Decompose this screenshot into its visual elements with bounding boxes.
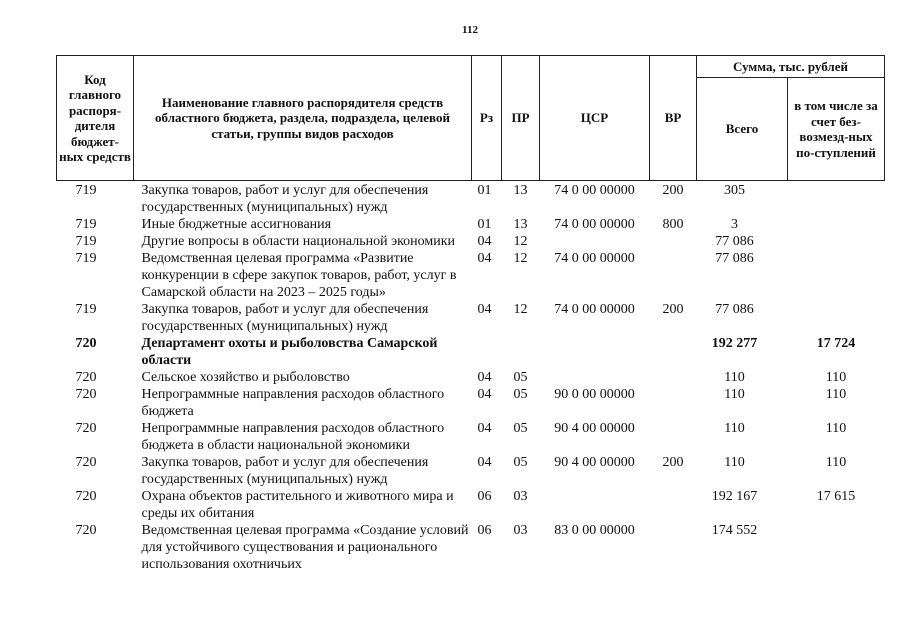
table-row (57, 454, 885, 488)
cell-grants (788, 250, 885, 301)
cell-name: Иные бюджетные ассигнования (141, 217, 332, 232)
cell-grants (788, 181, 885, 217)
header-grants: в том числе за счет без-возмезд-ных по-ступлений (788, 78, 885, 181)
cell-pr: 05 (513, 455, 528, 470)
header-total: Всего (697, 78, 788, 181)
table-row (57, 233, 885, 250)
cell-total: 192 167 (711, 489, 758, 504)
cell-code: 720 (75, 523, 97, 538)
cell-name: Закупка товаров, работ и услуг для обеспечения государственных (муниципальных) нужд (141, 183, 429, 215)
cell-name: Другие вопросы в области национальной экономики (141, 234, 456, 249)
cell-csr: 74 0 00 00000 (554, 217, 635, 232)
cell-grants (788, 216, 885, 233)
cell-vr (650, 369, 697, 386)
cell-vr (650, 488, 697, 522)
cell-total: 77 086 (715, 302, 754, 317)
cell-rz: 04 (477, 302, 492, 317)
cell-rz: 06 (477, 523, 492, 538)
cell-grants: 110 (825, 370, 847, 385)
cell-code: 719 (75, 251, 97, 266)
table-row (57, 488, 885, 522)
header-rz: Рз (472, 56, 502, 181)
cell-csr (540, 233, 650, 250)
cell-total: 77 086 (715, 251, 754, 266)
table-row (57, 216, 885, 233)
cell-csr: 74 0 00 00000 (554, 183, 635, 198)
cell-csr (540, 488, 650, 522)
cell-code: 719 (75, 302, 97, 317)
cell-csr: 83 0 00 00000 (554, 523, 635, 538)
cell-pr: 05 (513, 387, 528, 402)
cell-vr: 200 (662, 302, 684, 317)
cell-name: Сельское хозяйство и рыболовство (141, 370, 350, 385)
cell-vr (650, 386, 697, 420)
cell-name: Департамент охоты и рыболовства Самарской области (141, 336, 438, 368)
header-pr: ПР (502, 56, 540, 181)
cell-rz: 04 (477, 455, 492, 470)
cell-name: Непрограммные направления расходов областного бюджета (141, 387, 445, 419)
cell-rz: 04 (477, 421, 492, 436)
cell-name: Непрограммные направления расходов областного бюджета в области национальной экономики (141, 421, 445, 453)
page-number: 112 (462, 24, 478, 36)
cell-csr: 90 4 00 00000 (554, 421, 635, 436)
header-name: Наименование главного распорядителя средств областного бюджета, раздела, подраздела, целевой статьи, группы видов расходов (134, 56, 472, 181)
cell-vr: 800 (662, 217, 684, 232)
header-vr: ВР (650, 56, 697, 181)
cell-grants: 17 615 (816, 489, 856, 504)
cell-vr (650, 420, 697, 454)
cell-grants (788, 233, 885, 250)
cell-grants: 17 724 (816, 336, 856, 351)
cell-pr: 13 (513, 183, 528, 198)
cell-rz: 01 (477, 217, 492, 232)
cell-pr: 05 (513, 370, 528, 385)
cell-total: 110 (724, 387, 745, 402)
cell-total: 110 (724, 370, 745, 385)
header-csr: ЦСР (540, 56, 650, 181)
cell-rz (472, 335, 502, 369)
table-body (57, 181, 885, 574)
cell-grants: 110 (825, 387, 847, 402)
cell-vr (650, 250, 697, 301)
cell-vr (650, 335, 697, 369)
cell-pr: 03 (513, 489, 528, 504)
cell-csr: 90 0 00 00000 (554, 387, 635, 402)
table-row (57, 250, 885, 301)
cell-vr: 200 (662, 183, 684, 198)
cell-name: Ведомственная целевая программа «Развитие конкуренции в сфере закупок товаров, работ, услуг в Самарской области на 2023 – 2025 годы» (141, 251, 457, 300)
table-row (57, 369, 885, 386)
cell-grants: 110 (825, 421, 847, 436)
cell-vr (650, 233, 697, 250)
cell-csr: 74 0 00 00000 (554, 251, 635, 266)
cell-grants: 110 (825, 455, 847, 470)
cell-total: 110 (724, 455, 745, 470)
cell-name: Закупка товаров, работ и услуг для обеспечения государственных (муниципальных) нужд (141, 302, 429, 334)
cell-csr: 74 0 00 00000 (554, 302, 635, 317)
cell-code: 720 (75, 336, 97, 351)
cell-name: Закупка товаров, работ и услуг для обеспечения государственных (муниципальных) нужд (141, 455, 429, 487)
cell-pr: 12 (513, 234, 528, 249)
table-row (57, 335, 885, 369)
cell-csr (540, 335, 650, 369)
cell-rz: 04 (477, 370, 492, 385)
cell-total: 110 (724, 421, 745, 436)
budget-table (56, 55, 885, 573)
cell-total: 77 086 (715, 234, 754, 249)
table-row (57, 420, 885, 454)
cell-vr: 200 (662, 455, 684, 470)
cell-pr (502, 335, 540, 369)
cell-pr: 12 (513, 302, 528, 317)
cell-pr: 05 (513, 421, 528, 436)
cell-grants (788, 301, 885, 335)
table-row (57, 301, 885, 335)
cell-name: Ведомственная целевая программа «Создание условий для устойчивого существования и рационального использования охотничьих (141, 523, 469, 572)
cell-grants (788, 522, 885, 573)
header-code: Код главного распоря-дителя бюджет-ных средств (57, 56, 134, 181)
cell-code: 720 (75, 489, 97, 504)
cell-total: 192 277 (711, 336, 758, 351)
table-header (57, 56, 885, 181)
table-row (57, 522, 885, 573)
cell-pr: 12 (513, 251, 528, 266)
cell-code: 720 (75, 421, 97, 436)
cell-code: 720 (75, 387, 97, 402)
table-row (57, 181, 885, 217)
cell-code: 719 (75, 217, 97, 232)
cell-code: 720 (75, 370, 97, 385)
cell-total: 174 552 (711, 523, 758, 538)
cell-rz: 01 (477, 183, 492, 198)
cell-rz: 04 (477, 234, 492, 249)
cell-name: Охрана объектов растительного и животного мира и среды их обитания (141, 489, 454, 521)
cell-pr: 13 (513, 217, 528, 232)
cell-vr (650, 522, 697, 573)
cell-rz: 04 (477, 387, 492, 402)
cell-code: 720 (75, 455, 97, 470)
cell-code: 719 (75, 234, 97, 249)
cell-total: 3 (731, 217, 738, 232)
cell-code: 719 (75, 183, 97, 198)
cell-rz: 06 (477, 489, 492, 504)
cell-csr (540, 369, 650, 386)
cell-total: 305 (724, 183, 745, 198)
table-row (57, 386, 885, 420)
cell-rz: 04 (477, 251, 492, 266)
cell-csr: 90 4 00 00000 (554, 455, 635, 470)
cell-pr: 03 (513, 523, 528, 538)
header-sum: Сумма, тыс. рублей (697, 56, 885, 78)
